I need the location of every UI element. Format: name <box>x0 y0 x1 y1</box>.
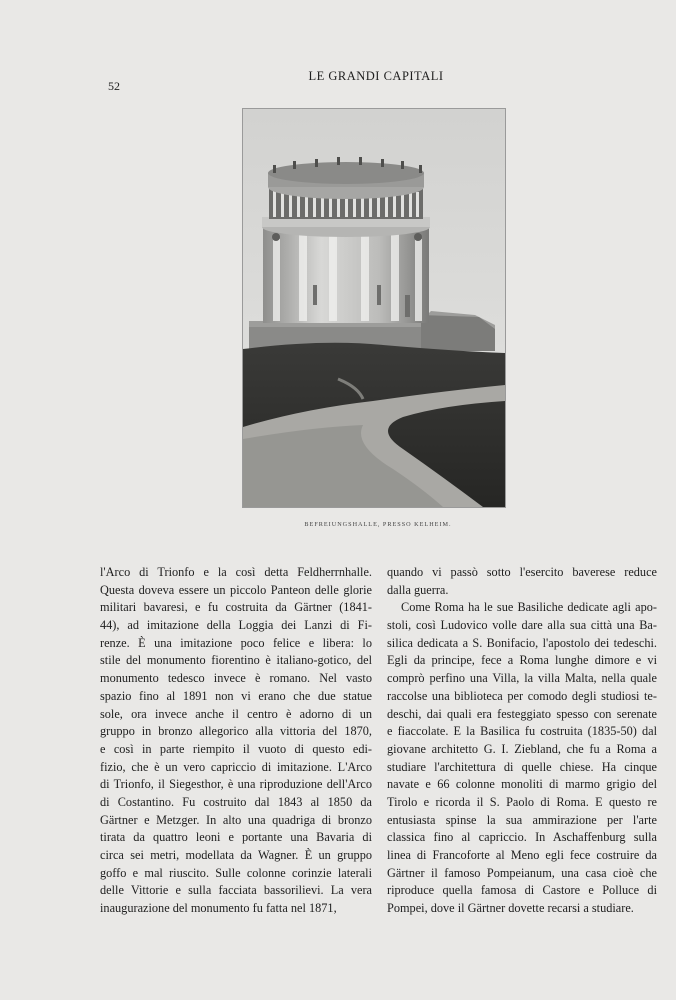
text-line: Gärtner e Metzger. In alto una quadriga di bronzo <box>100 812 372 827</box>
left-text-column <box>100 564 372 918</box>
text-line: goffo e mal riuscito. Sulle colonne corinzie laterali <box>100 865 372 880</box>
text-line: Come Roma ha le sue Basiliche dedicate agli apo- <box>401 600 657 615</box>
text-line: sole, ora invece anche il centro è adorno di un <box>100 706 372 721</box>
text-line: riproduce quella famosa di Castore e Polluce di <box>387 883 657 898</box>
text-line: comprò perfino una Villa, la villa Malta, nella quale <box>387 671 657 686</box>
text-line: entusiasta spinse la sua ammirazione per l'arte <box>387 812 657 827</box>
photo-plate <box>242 108 506 508</box>
text-line: classica fino al capriccio. In Aschaffenburg sulla <box>387 830 657 845</box>
befreiungshalle-photo <box>243 109 505 507</box>
text-line: quando vi passò sotto l'esercito baverese reduce <box>387 565 657 579</box>
page-number: 52 <box>108 79 120 93</box>
text-line: inaugurazione del monumento fu fatta nel 1871, <box>100 901 337 916</box>
text-line: e così in parte riempito il vuoto di questo edi- <box>100 741 372 756</box>
text-line: 44), ad imitazione della Loggia dei Lanzi di Fi- <box>100 618 372 633</box>
figure-caption <box>0 521 676 528</box>
figure-caption-text: BEFREIUNGSHALLE, PRESSO KELHEIM. <box>304 521 452 528</box>
text-line: linea di Francoforte al Meno egli fece costruire da <box>387 848 657 862</box>
text-line: spazio fino al 1891 non vi erano che due statue <box>100 688 372 703</box>
text-line: l'Arco di Trionfo e la così detta Feldherrnhalle. <box>100 565 372 579</box>
running-title <box>0 69 676 84</box>
text-line: Pompei, dove il Gärtner dovette recarsi a studiare. <box>387 901 634 916</box>
text-line: di Costantino. Fu costruito dal 1843 al 1850 da <box>100 794 372 809</box>
text-line: raccolse una biblioteca per comodo degli studiosi te- <box>387 688 657 703</box>
text-line: monumento tedesco invece è romano. Nel vasto <box>100 671 372 686</box>
text-line: studiare l'architettura di quelle chiese. Ha cinque <box>387 759 657 774</box>
text-line: circa sei metri, modellata da Wagner. È un gruppo <box>100 848 372 862</box>
text-line: giovane architetto G. I. Ziebland, che fu a Roma a <box>387 741 657 756</box>
text-line: stoli, così Ludovico volle dare alla sua città una Ba- <box>387 618 657 633</box>
text-line: deschi, dai quali era festeggiato spesso con serenate <box>387 706 657 721</box>
text-line: fizio, che è un vero capriccio di imitazione. L'Arco <box>100 759 372 774</box>
text-line: gruppo in bronzo allegorico alla vittoria del 1870, <box>100 724 372 739</box>
right-text-column <box>387 564 657 918</box>
text-line: renze. È una imitazione poco felice e libera: lo <box>100 635 372 650</box>
text-line: e fiaccolate. E la Basilica fu costruita (1835-50) dal <box>387 724 657 739</box>
text-line: delle Vittorie e sulla facciata bassorilievi. La vera <box>100 883 372 898</box>
text-line: Gärtner il famoso Pompeianum, una casa cioè che <box>387 865 657 880</box>
text-line: militari bavaresi, e fu costruita da Gärtner (1841- <box>100 600 372 615</box>
text-line: tirata da quattro leoni e portante una Bavaria di <box>100 830 372 845</box>
text-line: Tirolo e ricorda il S. Paolo di Roma. E questo re <box>387 794 657 809</box>
text-line: stile del monumento fiorentino è italiano-gotico, del <box>100 653 372 668</box>
text-line: navate e 66 colonne monoliti di marmo grigio del <box>387 777 657 792</box>
text-line: Questa doveva essere un piccolo Panteon delle glorie <box>100 582 372 597</box>
text-line: dalla guerra. <box>387 582 449 597</box>
running-title-text: LE GRANDI CAPITALI <box>308 69 444 83</box>
text-line: di Trionfo, il Siegesthor, è una riproduzione dell'Arco <box>100 777 372 792</box>
text-line: silica dedicata a S. Bonifacio, l'apostolo dei tedeschi. <box>387 635 657 650</box>
text-line: Egli da principe, fece a Roma lunghe dimore e vi <box>387 653 657 668</box>
